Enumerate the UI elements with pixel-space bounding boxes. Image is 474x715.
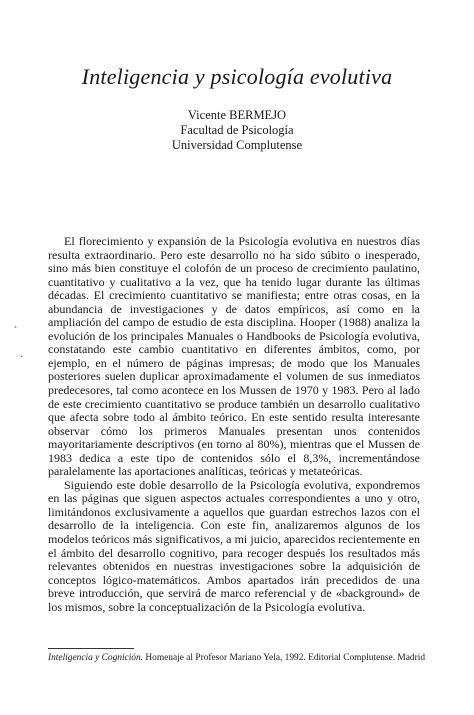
footer-journal: Inteligencia y Cognición. — [48, 653, 144, 663]
footer-details: Homenaje al Profesor Mariano Yela, 1992. Editorial Complutense. Madrid — [143, 653, 426, 663]
scan-speck: · — [20, 352, 24, 363]
author-institution: Universidad Complutense — [171, 138, 303, 152]
article-body — [48, 235, 420, 614]
author-name: Vicente BERMEJO — [187, 108, 287, 122]
page-footer — [48, 653, 424, 664]
body-paragraph: El florecimiento y expansión de la Psicología evolutiva en nuestros días resulta extraordinario. Pero este desarrollo no ha sido súbito o inesperado, sino más bien constituye el colofón de un proceso de crecimiento paulatino, cuantitativo y cualitativo a la vez, que ha tenido lugar durante las últimas décadas. El crecimiento cuantitativo se manifiesta; entre otras cosas, en la abundancia de investigaciones y de datos empíricos, así como en la ampliación del campo de estudio de esta disciplina. Hooper (1988) analiza la evolución de los principales Manuales o Handbooks de Psicología evolutiva, constatando este cambio cuantitativo en diferentes ámbitos, como, por ejemplo, en el número de páginas impresas; de modo que los Manuales posteriores suelen duplicar aproximadamente el volumen de sus inmediatos predecesores, tal como acontece en los Mussen de 1970 y 1983. Pero al lado de este crecimiento cuantitativo se produce también un desarrollo cualitativo que afecta sobre todo al ámbito teórico. En este sentido resulta interesante observar cómo los primeros Manuales presentan unos contenidos mayoritariamente descriptivos (en torno al 80%), mientras que el Mussen de 1983 dedica a este tipo de contenidos sólo el 8,3%, incrementándose paralelamente las aportaciones analíticas, teóricas y metateóricas. — [48, 234, 420, 479]
author-affiliation: Facultad de Psicología — [180, 123, 294, 137]
body-paragraph: Siguiendo este doble desarrollo de la Psicología evolutiva, expondremos en las páginas que siguen aspectos actuales correspondientes a uno y otro, limitándonos exclusivamente a aquellos que guardan estrechos lazos con el desarrollo de la inteligencia. Con este fin, analizaremos algunos de los modelos teóricos más significativos, a mi juicio, aparecidos recientemente en el ámbito del desarrollo cognitivo, para recoger después los resultados más relevantes obtenidos en nuestras investigaciones sobre la adquisición de conceptos lógico-matemáticos. Ambos apartados irán precedidos de una breve introducción, que servirá de marco referencial y de «background» de los mismos, sobre la conceptualización de la Psicología evolutiva. — [48, 477, 420, 614]
scan-speck: ˛ — [14, 318, 18, 329]
article-title: Inteligencia y psicología evolutiva — [81, 64, 393, 89]
footer-divider — [48, 648, 134, 649]
author-block — [0, 108, 474, 153]
